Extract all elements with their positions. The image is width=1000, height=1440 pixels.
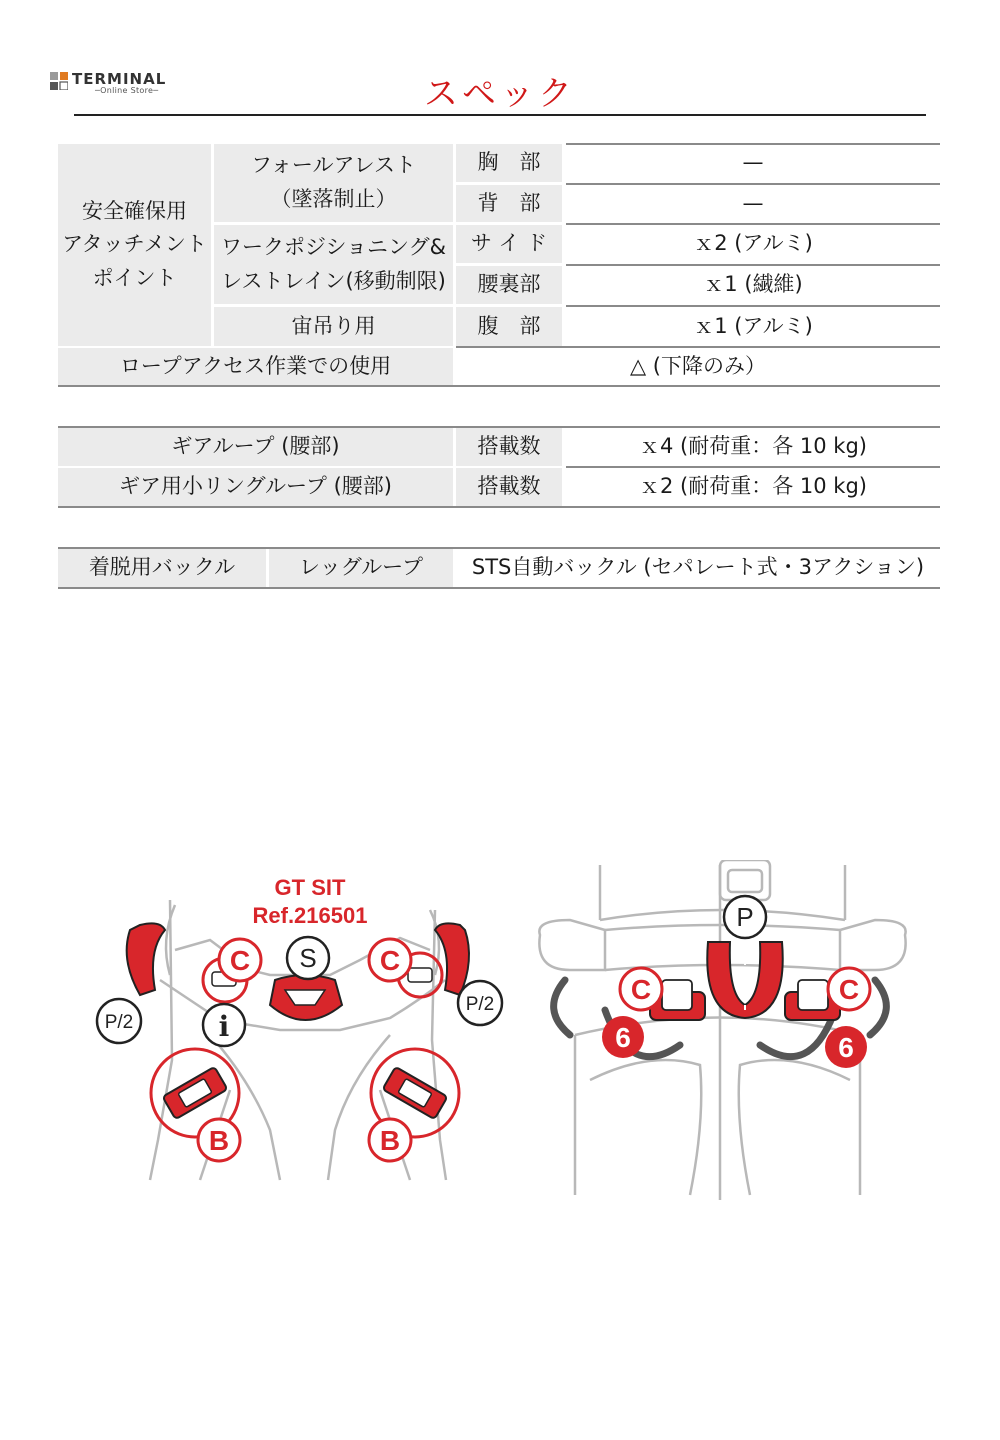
rule — [566, 264, 940, 266]
svg-text:6: 6 — [615, 1022, 631, 1053]
ring-loop-value: ｘ2 (耐荷重：各 10 kg) — [639, 474, 867, 499]
buckle-left — [163, 1067, 228, 1120]
svg-text:P: P — [736, 902, 754, 932]
part-rear-waist: 腰裏部 — [456, 266, 562, 304]
svg-text:C: C — [630, 974, 652, 1005]
suspension-cell: 宙吊り用 — [214, 307, 453, 346]
svg-text:C: C — [838, 974, 860, 1005]
svg-text:P/2: P/2 — [465, 994, 495, 1015]
svg-text:i: i — [218, 1010, 230, 1043]
value-ventral: ｘ1 (アルミ) — [693, 313, 813, 338]
logo-name: TERMINAL — [72, 70, 167, 88]
value-rear-waist: ｘ1 (繊維) — [703, 272, 803, 297]
svg-text:P/2: P/2 — [104, 1012, 134, 1033]
gear-loop-key: 搭載数 — [456, 428, 562, 466]
label-6-left-icon — [601, 1015, 645, 1059]
gear-loop-right-outer — [870, 980, 886, 1035]
rule — [58, 385, 940, 387]
rule — [456, 346, 940, 348]
label-c-rear-right-icon — [826, 966, 872, 1012]
svg-text:B: B — [208, 1125, 230, 1156]
gear-loop-left-outer — [554, 980, 570, 1035]
rule — [566, 223, 940, 225]
title-divider — [74, 114, 926, 116]
page-title: スペック — [424, 74, 576, 114]
label-p2-right-icon — [455, 978, 505, 1028]
buckle-right — [383, 1067, 448, 1120]
category-cell: 安全確保用 アタッチメント ポイント — [58, 144, 211, 346]
label-s-icon — [285, 935, 331, 981]
side-d-ring-left — [127, 923, 165, 995]
label-b-right-icon — [367, 1117, 413, 1163]
svg-text:6: 6 — [838, 1032, 854, 1063]
label-c-right-icon — [367, 937, 413, 983]
value-side: ｘ2 (アルミ) — [693, 231, 813, 256]
ring-loop-key: 搭載数 — [456, 468, 562, 506]
value-back: — — [742, 190, 764, 215]
rule — [58, 506, 940, 508]
svg-text:B: B — [379, 1125, 401, 1156]
svg-text:S: S — [299, 943, 317, 973]
rule — [58, 587, 940, 589]
gear-loop-label: ギアループ (腰部) — [58, 428, 453, 466]
buckle-label: 着脱用バックル — [58, 549, 266, 587]
label-p-icon — [722, 894, 768, 940]
part-back: 背 部 — [456, 185, 562, 222]
part-side: サ イ ド — [456, 225, 562, 263]
svg-text:C: C — [229, 945, 251, 976]
rope-access-value: △ (下降のみ） — [629, 354, 767, 379]
buckle-sub: レッグループ — [269, 549, 453, 587]
work-positioning-cell: ワークポジショニング& レストレイン(移動制限) — [214, 225, 453, 304]
rule — [566, 183, 940, 185]
part-ventral: 腹 部 — [456, 307, 562, 346]
harness-front-diagram — [80, 880, 520, 1190]
rope-access-label: ロープアクセス作業での使用 — [58, 348, 453, 386]
label-p2-left-icon — [94, 996, 144, 1046]
label-b-left-icon — [196, 1117, 242, 1163]
info-icon — [201, 1002, 247, 1048]
ring-loop-label: ギア用小リングループ (腰部) — [58, 468, 453, 506]
value-chest: — — [742, 150, 764, 175]
figure-title: GT SIT Ref.216501 — [252, 875, 368, 928]
gear-loop-value: ｘ4 (耐荷重：各 10 kg) — [639, 434, 867, 459]
label-6-right-icon — [824, 1025, 868, 1069]
fall-arrest-cell: フォールアレスト （墜落制止） — [214, 144, 453, 222]
logo-subtitle: ─Online Store─ — [95, 86, 159, 95]
label-c-left-icon — [217, 937, 263, 983]
svg-text:C: C — [379, 945, 401, 976]
rule — [566, 143, 940, 145]
part-chest: 胸 部 — [456, 144, 562, 182]
buckle-value: STS自動バックル (セパレート式・3アクション) — [471, 555, 925, 580]
label-c-rear-left-icon — [618, 966, 664, 1012]
rule — [566, 305, 940, 307]
